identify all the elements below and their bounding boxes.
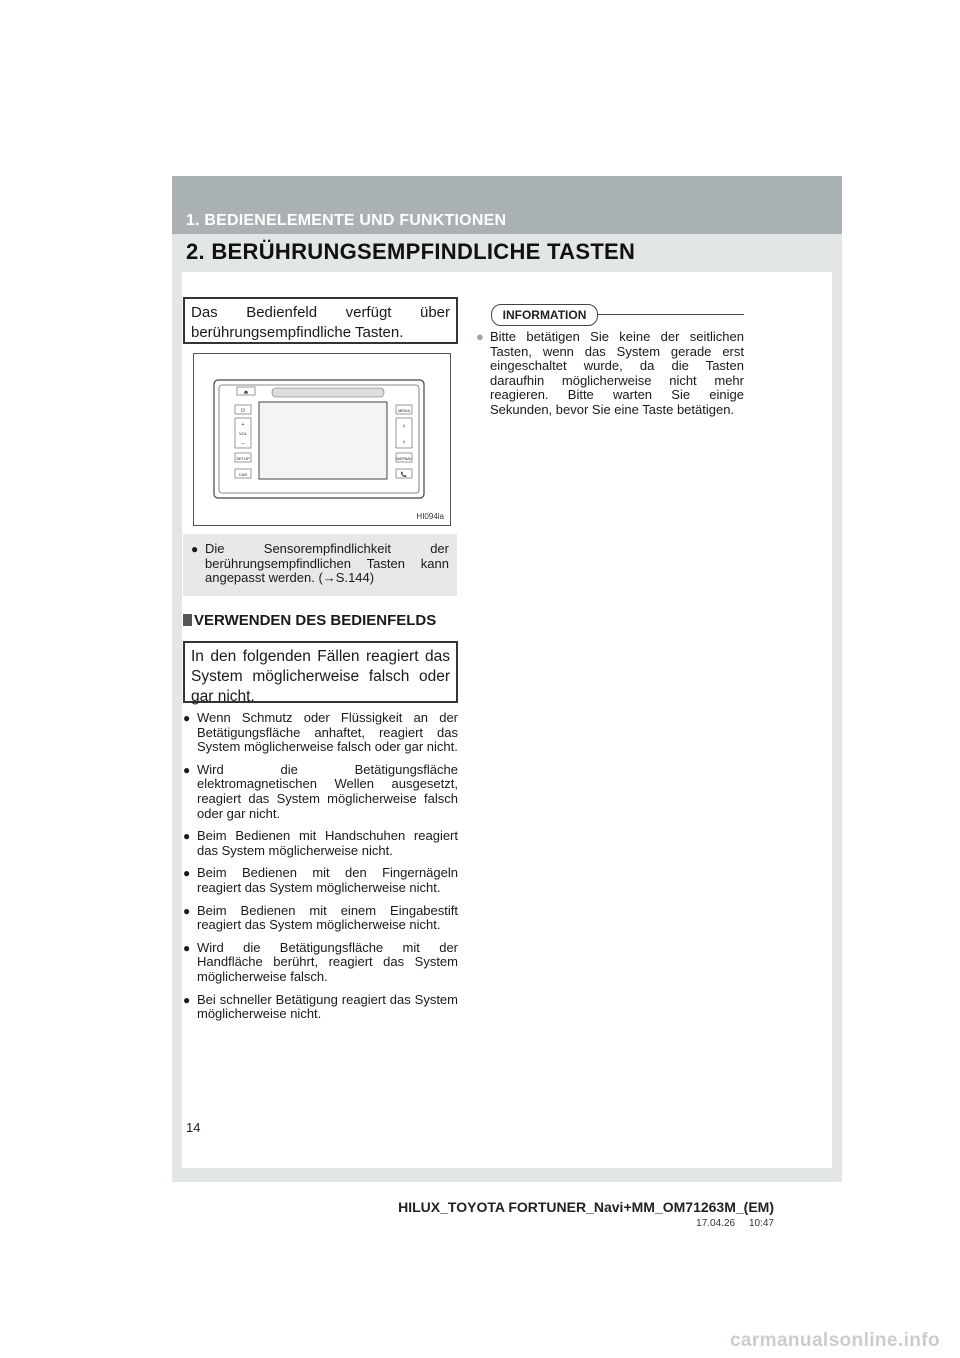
square-icon — [183, 614, 192, 626]
left-margin-band — [172, 272, 182, 1182]
figure-code: HI094la — [416, 512, 444, 521]
fig-label-map-nav: MAP/NAV — [396, 457, 412, 461]
figure-note — [183, 534, 457, 596]
section-heading-text: VERWENDEN DES BEDIENFELDS — [194, 612, 437, 629]
bullet-icon: ● — [183, 866, 191, 881]
fig-label-prev: ‹ — [402, 439, 406, 446]
page-number: 14 — [186, 1120, 201, 1135]
head-unit-illustration — [194, 354, 450, 525]
fig-label-vol-minus: – — [241, 441, 245, 447]
bullet-icon: ● — [191, 542, 199, 556]
bullet-icon: ● — [183, 992, 191, 1007]
fig-label-vol-plus: + — [241, 422, 245, 428]
chapter-heading: 1. BEDIENELEMENTE UND FUNKTIONEN — [186, 212, 507, 229]
information-body — [476, 330, 744, 418]
watermark: carmanualsonline.info — [729, 1330, 940, 1351]
fig-label-eject: ⏏ — [243, 389, 249, 396]
bullet-icon: ● — [183, 903, 191, 918]
fig-label-next: › — [402, 423, 406, 430]
fig-label-setup: SETUP — [236, 456, 250, 461]
bullet-icon: ● — [183, 711, 191, 725]
section-box: In den folgenden Fällen reagiert das System möglicherweise falsch oder gar nicht. — [183, 641, 458, 703]
fig-label-phone: 📞 — [400, 472, 408, 478]
note-text: Die Sensorempfindlichkeit der berührungsempfindlichen Tasten kann angepasst werden. (→S.144) — [205, 541, 449, 586]
information-badge: INFORMATION — [491, 304, 598, 326]
bullet-icon: ● — [476, 329, 484, 344]
bullet-icon: ● — [183, 829, 191, 844]
intro-box: Das Bedienfeld verfügt über berührungsempfindliche Tasten. — [183, 297, 458, 344]
bullet-icon: ● — [183, 940, 191, 955]
section-heading — [183, 612, 436, 629]
bullet-icon: ● — [183, 762, 191, 777]
list-item: ● Wenn Schmutz oder Flüssigkeit an der Betätigungsfläche anhaftet, reagiert das System möglicherweise falsch oder gar nicht. — [183, 710, 458, 755]
list-item: ● Beim Bedienen mit Handschuhen reagiert das System möglicherweise nicht. — [183, 828, 458, 858]
bottom-band — [172, 1168, 842, 1182]
fig-label-car: CAR — [238, 472, 248, 477]
print-timestamp: 17.04.26 10:47 — [696, 1218, 774, 1229]
list-item: ● Bei schneller Betätigung reagiert das System möglicherweise nicht. — [183, 991, 458, 1022]
fig-label-power: ⏻ — [241, 408, 245, 414]
list-item: ● Wird die Betätigungsfläche elektromagnetischen Wellen ausgesetzt, reagiert das System möglicherweise falsch oder gar nicht. — [183, 761, 458, 821]
list-item: ● Beim Bedienen mit einem Eingabestift reagiert das System möglicherweise nicht. — [183, 902, 458, 933]
list-item: ● Wird die Betätigungsfläche mit der Handfläche berührt, reagiert das System möglicherweise falsch. — [183, 939, 458, 984]
page-title: 2. BERÜHRUNGSEMPFINDLICHE TASTEN — [186, 239, 636, 264]
fig-label-vol: VOL — [238, 431, 248, 436]
fig-label-media: MEDIA — [397, 409, 411, 413]
note-bullet — [191, 542, 449, 586]
information-item: ● Bitte betätigen Sie keine der seitlichen Tasten, wenn das System gerade erst eingeschaltet wurde, da die Tasten daraufhin möglicherweise nicht mehr reagieren. Bitte warten Sie einige Sekunden, bevor Sie eine Taste betätigen. — [476, 329, 744, 417]
condition-list — [183, 711, 458, 1030]
head-unit-figure — [193, 353, 451, 526]
document-id: HILUX_TOYOTA FORTUNER_Navi+MM_OM71263M_(EM) — [398, 1199, 774, 1215]
list-item: ● Beim Bedienen mit den Fingernägeln reagiert das System möglicherweise nicht. — [183, 865, 458, 895]
right-margin-band — [832, 272, 842, 1182]
